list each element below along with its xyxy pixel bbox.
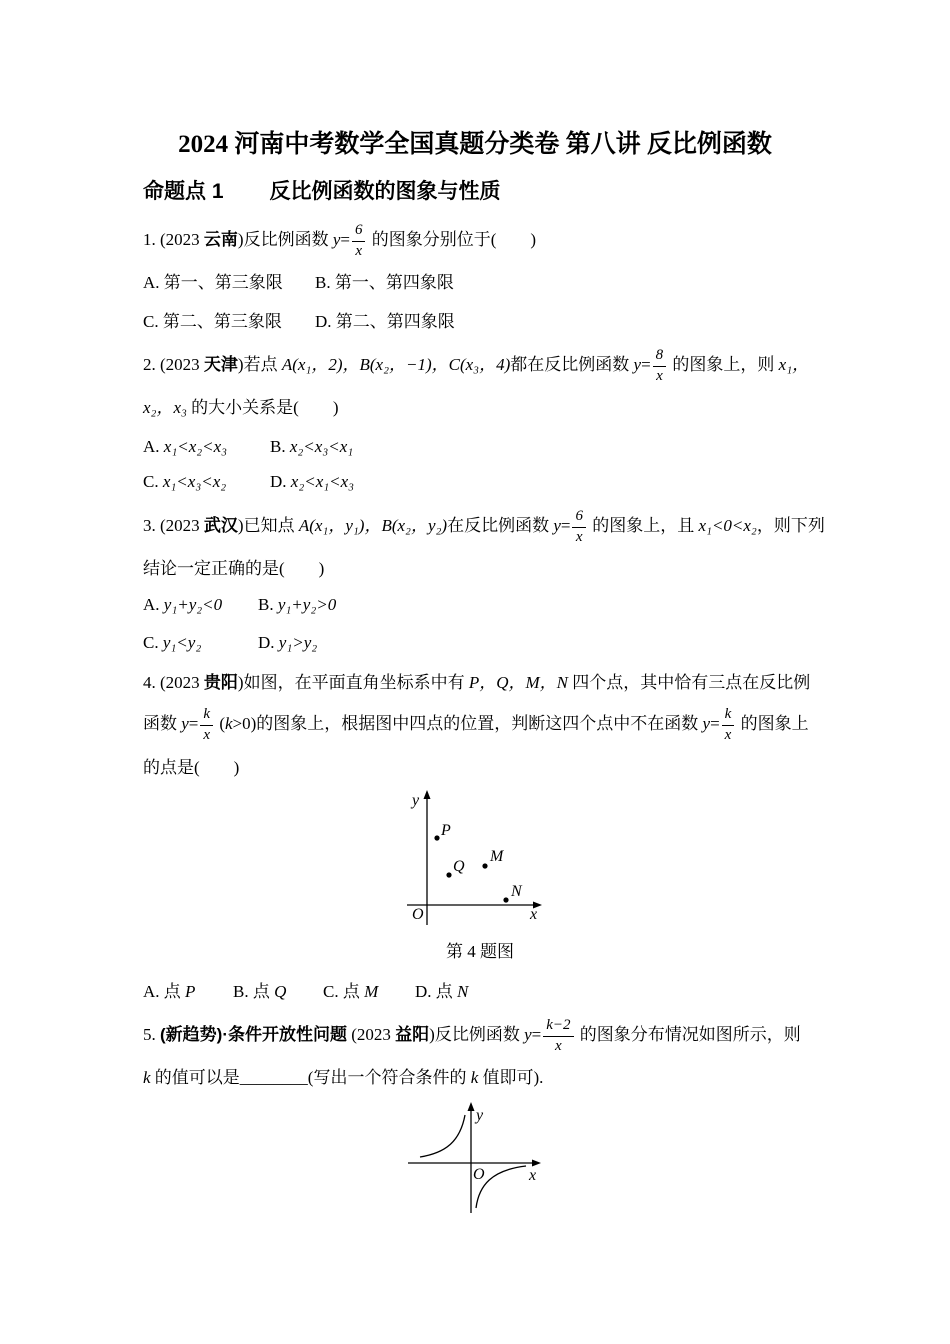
option-c xyxy=(143,632,201,654)
q3-stem-line2: 结论一定正确的是( ) xyxy=(143,559,325,578)
fraction-numerator: 8 xyxy=(653,347,667,366)
math-segment: x₁<0<x₂ xyxy=(698,516,757,535)
option-c xyxy=(143,471,226,493)
math-segment: x₁<x₂<x₃ xyxy=(163,437,228,456)
fraction-denominator: x xyxy=(203,726,211,743)
fraction-numerator: 6 xyxy=(352,222,366,241)
q5-stem-line2 xyxy=(143,1067,543,1089)
origin-label: O xyxy=(412,906,424,923)
text-segment: >0)的图象上，根据图中四点的位置，判断这四个点中不在函数 xyxy=(232,714,703,733)
fraction xyxy=(722,706,735,744)
fraction xyxy=(543,1017,573,1055)
text-segment: (2023 xyxy=(346,1025,396,1044)
x-axis-label: x xyxy=(530,906,538,923)
point-dot-m xyxy=(482,863,487,868)
fraction xyxy=(352,222,366,260)
math-segment: y xyxy=(553,516,561,535)
source-tag: 云南 xyxy=(203,230,238,249)
source-tag: 天津 xyxy=(203,355,238,374)
text-segment: 的图象分别位于( ) xyxy=(367,230,537,249)
math-segment: y xyxy=(524,1025,532,1044)
text-segment: 函数 xyxy=(143,714,182,733)
q2-stem-line2 xyxy=(143,397,339,419)
option-a xyxy=(143,981,195,1003)
section-label: 命题点 1 xyxy=(143,180,224,203)
equals-sign: = xyxy=(710,714,720,733)
fraction xyxy=(572,508,586,546)
q4-stem-line2 xyxy=(143,701,809,747)
text-segment: ( xyxy=(215,714,225,733)
math-segment: x₂<x₁<x₃ xyxy=(290,472,355,491)
source-tag: 武汉 xyxy=(203,516,238,535)
math-segment: y₁>y₂ xyxy=(278,633,318,652)
page-title: 2024 河南中考数学全国真题分类卷 第八讲 反比例函数 xyxy=(178,131,772,158)
option-d xyxy=(258,632,317,654)
option-a xyxy=(143,436,227,458)
q4-figure-caption: 第 4 题图 xyxy=(446,942,514,961)
option-b xyxy=(270,436,353,458)
point-label-m: M xyxy=(490,848,504,865)
source-tag: 益阳 xyxy=(395,1025,430,1044)
math-segment: x₁， xyxy=(778,355,810,374)
option-a xyxy=(143,594,222,616)
math-segment: k xyxy=(143,1068,151,1087)
equals-sign: = xyxy=(188,714,199,733)
q3-stem-line1 xyxy=(143,503,825,549)
option-label: A. xyxy=(143,437,164,456)
option-c xyxy=(323,981,378,1003)
option-label: A. xyxy=(143,595,164,614)
text-segment: 在反比例函数 xyxy=(447,516,554,535)
option-label: B. 点 xyxy=(233,982,275,1001)
fraction xyxy=(200,706,213,744)
math-segment: y xyxy=(332,230,341,249)
fraction-denominator: x xyxy=(355,242,363,259)
q5-figure xyxy=(400,1100,550,1225)
math-segment: x₂<x₃<x₁ xyxy=(289,437,354,456)
option-label: C. xyxy=(143,472,163,491)
text-segment: ，则下列 xyxy=(756,516,825,535)
math-segment: P xyxy=(185,982,196,1001)
fraction-numerator: k xyxy=(722,706,735,725)
text-segment: 1. (2023 xyxy=(143,230,204,249)
math-segment: y xyxy=(633,355,642,374)
option-b xyxy=(258,594,336,616)
section-title: 反比例函数的图象与性质 xyxy=(269,180,501,203)
text-segment: 5. xyxy=(143,1025,160,1044)
math-segment: A(x₁，2)，B(x₂，−1)，C(x₃，4) xyxy=(281,355,511,374)
math-segment: Q xyxy=(274,982,287,1001)
equals-sign: = xyxy=(340,230,350,249)
y-axis-label: y xyxy=(476,1107,484,1124)
fraction-numerator: k−2 xyxy=(543,1017,573,1036)
text-segment: )反比例函数 xyxy=(237,230,333,249)
equals-sign: = xyxy=(641,355,651,374)
text-segment: 四个点，其中恰有三点在反比例 xyxy=(568,673,811,692)
option-label: D. xyxy=(270,472,291,491)
equals-sign: = xyxy=(531,1025,542,1044)
option-d xyxy=(270,471,354,493)
option-b xyxy=(233,981,286,1003)
math-segment: M xyxy=(364,982,379,1001)
math-segment: x₂，x₃ xyxy=(143,398,187,417)
x-axis-arrow xyxy=(532,1160,541,1167)
y-axis-label: y xyxy=(412,792,420,809)
option-label: C. xyxy=(143,633,163,652)
option-d: D. 第二、第四象限 xyxy=(315,312,455,331)
source-tag: 贵阳 xyxy=(203,673,238,692)
math-segment: y₁<y₂ xyxy=(162,633,202,652)
equals-sign: = xyxy=(560,516,571,535)
point-dot-p xyxy=(434,835,439,840)
option-d xyxy=(415,981,468,1003)
text-segment: )如图，在平面直角坐标系中有 xyxy=(237,673,469,692)
fraction-numerator: k xyxy=(200,706,213,725)
text-segment: 的大小关系是( ) xyxy=(186,398,339,417)
math-segment: y xyxy=(181,714,189,733)
math-segment: x₁<x₃<x₂ xyxy=(162,472,227,491)
text-segment: 的图象上 xyxy=(736,714,809,733)
text-segment: )反比例函数 xyxy=(429,1025,525,1044)
q4-stem-line3: 的点是( ) xyxy=(143,758,240,777)
q2-stem-line1 xyxy=(143,342,809,388)
text-segment: 的图象上，且 xyxy=(587,516,699,535)
math-segment: N xyxy=(457,982,469,1001)
math-segment: y xyxy=(702,714,711,733)
x-axis-label: x xyxy=(529,1167,537,1184)
math-segment: y₁+y₂>0 xyxy=(277,595,337,614)
q4-stem-line1 xyxy=(143,672,810,694)
option-label: D. 点 xyxy=(415,982,458,1001)
text-segment: 值即可). xyxy=(478,1068,544,1087)
text-segment: 2. (2023 xyxy=(143,355,204,374)
text-segment: 3. (2023 xyxy=(143,516,204,535)
fraction xyxy=(653,347,667,385)
math-segment: k xyxy=(470,1068,479,1087)
section-heading xyxy=(143,175,501,205)
q4-figure xyxy=(395,788,565,938)
answer-blank: ________ xyxy=(239,1068,308,1087)
fraction-denominator: x xyxy=(575,528,583,545)
math-segment: y₁+y₂<0 xyxy=(163,595,223,614)
fraction-denominator: x xyxy=(724,726,732,743)
text-segment: )已知点 xyxy=(237,516,299,535)
text-segment: )若点 xyxy=(237,355,282,374)
y-axis-arrow xyxy=(468,1102,475,1111)
option-b: B. 第一、第四象限 xyxy=(315,273,454,292)
text-segment: 都在反比例函数 xyxy=(510,355,634,374)
option-label: D. xyxy=(258,633,279,652)
text-segment: 4. (2023 xyxy=(143,673,204,692)
point-dot-n xyxy=(503,897,508,902)
math-segment: A(x₁，y₁)，B(x₂，y₂) xyxy=(298,516,448,535)
text-segment: (写出一个符合条件的 xyxy=(307,1068,471,1087)
point-label-p: P xyxy=(441,822,451,839)
text-segment: 的值可以是 xyxy=(150,1068,240,1087)
option-label: C. 点 xyxy=(323,982,365,1001)
option-c: C. 第二、第三象限 xyxy=(143,312,282,331)
math-segment: k xyxy=(224,714,233,733)
fraction-denominator: x xyxy=(656,367,663,384)
option-label: B. xyxy=(270,437,290,456)
math-segment: P，Q，M，N xyxy=(468,673,569,692)
origin-label: O xyxy=(473,1166,485,1183)
point-label-n: N xyxy=(511,883,522,900)
fraction-numerator: 6 xyxy=(572,508,586,527)
q5-stem-line1 xyxy=(143,1012,801,1058)
text-segment: 的图象上，则 xyxy=(668,355,779,374)
q1-stem xyxy=(143,217,536,263)
fraction-denominator: x xyxy=(555,1037,562,1054)
text-segment: 的图象分布情况如图所示，则 xyxy=(575,1025,801,1044)
y-axis-arrow xyxy=(424,790,431,799)
option-a: A. 第一、第三象限 xyxy=(143,273,283,292)
option-label: B. xyxy=(258,595,278,614)
point-label-q: Q xyxy=(453,858,465,875)
topic-tag: (新趋势)·条件开放性问题 xyxy=(160,1025,347,1044)
hyperbola-branch-q2 xyxy=(420,1115,465,1157)
point-dot-q xyxy=(446,872,451,877)
option-label: A. 点 xyxy=(143,982,186,1001)
